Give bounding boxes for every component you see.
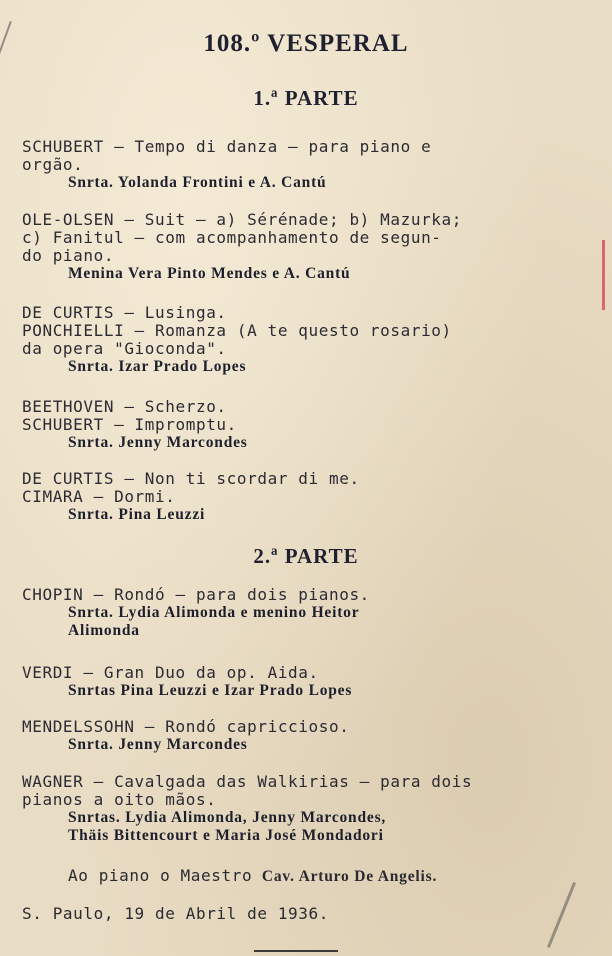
- pen-stroke-mark: [547, 882, 576, 948]
- program-entry: [22, 773, 602, 845]
- part2-heading: 2.ª PARTE: [253, 544, 359, 568]
- piano-note-prefix: Ao piano o Maestro: [68, 866, 253, 885]
- piece-line: do piano.: [22, 246, 115, 265]
- performers: Snrta. Izar Prado Lopes: [68, 358, 247, 375]
- piece-line: WAGNER — Cavalgada das Walkirias — para dois: [22, 772, 473, 791]
- program-entry: [22, 138, 602, 192]
- performers: Snrta. Jenny Marcondes: [68, 434, 248, 451]
- piece-line: CHOPIN — Rondó — para dois pianos.: [22, 585, 370, 604]
- performers: Thäis Bittencourt e Maria José Mondadori: [68, 827, 384, 844]
- performers: Snrta. Pina Leuzzi: [68, 506, 206, 523]
- performers: Snrta. Lydia Alimonda e menino Heitor: [68, 604, 360, 621]
- program-entry: [22, 718, 602, 754]
- program-entry: [22, 211, 602, 283]
- piece-line: PONCHIELLI — Romanza (A te questo rosario): [22, 321, 452, 340]
- performers: Snrta. Jenny Marcondes: [68, 736, 248, 753]
- performers: Menina Vera Pinto Mendes e A. Cantú: [68, 265, 351, 282]
- page-title: 108.º VESPERAL: [203, 30, 409, 57]
- piece-line: BEETHOVEN — Scherzo.: [22, 397, 227, 416]
- program-entry: [22, 586, 602, 640]
- piece-line: pianos a oito mãos.: [22, 790, 217, 809]
- piece-line: MENDELSSOHN — Rondó capriccioso.: [22, 717, 350, 736]
- program-entry: [22, 470, 602, 524]
- part1-heading: 1.ª PARTE: [253, 86, 359, 110]
- piece-line: SCHUBERT — Impromptu.: [22, 415, 237, 434]
- piece-line: DE CURTIS — Lusinga.: [22, 303, 227, 322]
- maestro-name: Cav. Arturo De Angelis.: [261, 868, 438, 885]
- piano-note: [68, 866, 437, 886]
- performers: Snrtas. Lydia Alimonda, Jenny Marcondes,: [68, 809, 387, 826]
- program-entry: [22, 304, 602, 376]
- piece-line: c) Fanitul — com acompanhamento de segun-: [22, 228, 442, 247]
- program-entry: [22, 664, 602, 700]
- performers: Alimonda: [68, 622, 140, 639]
- performers: Snrtas Pina Leuzzi e Izar Prado Lopes: [68, 682, 353, 699]
- red-pencil-mark: [602, 240, 605, 310]
- piece-line: SCHUBERT — Tempo di danza — para piano e: [22, 137, 432, 156]
- piece-line: VERDI — Gran Duo da op. Aida.: [22, 663, 319, 682]
- piece-line: orgão.: [22, 155, 84, 174]
- program-entry: [22, 398, 602, 452]
- divider: [254, 950, 338, 952]
- piece-line: OLE-OLSEN — Suit — a) Sérénade; b) Mazurka;: [22, 210, 463, 229]
- piece-line: DE CURTIS — Non ti scordar di me.: [22, 469, 360, 488]
- program-date: S. Paulo, 19 de Abril de 1936.: [22, 904, 329, 923]
- performers: Snrta. Yolanda Frontini e A. Cantú: [68, 174, 327, 191]
- piece-line: da opera "Gioconda".: [22, 339, 227, 358]
- piece-line: CIMARA — Dormi.: [22, 487, 176, 506]
